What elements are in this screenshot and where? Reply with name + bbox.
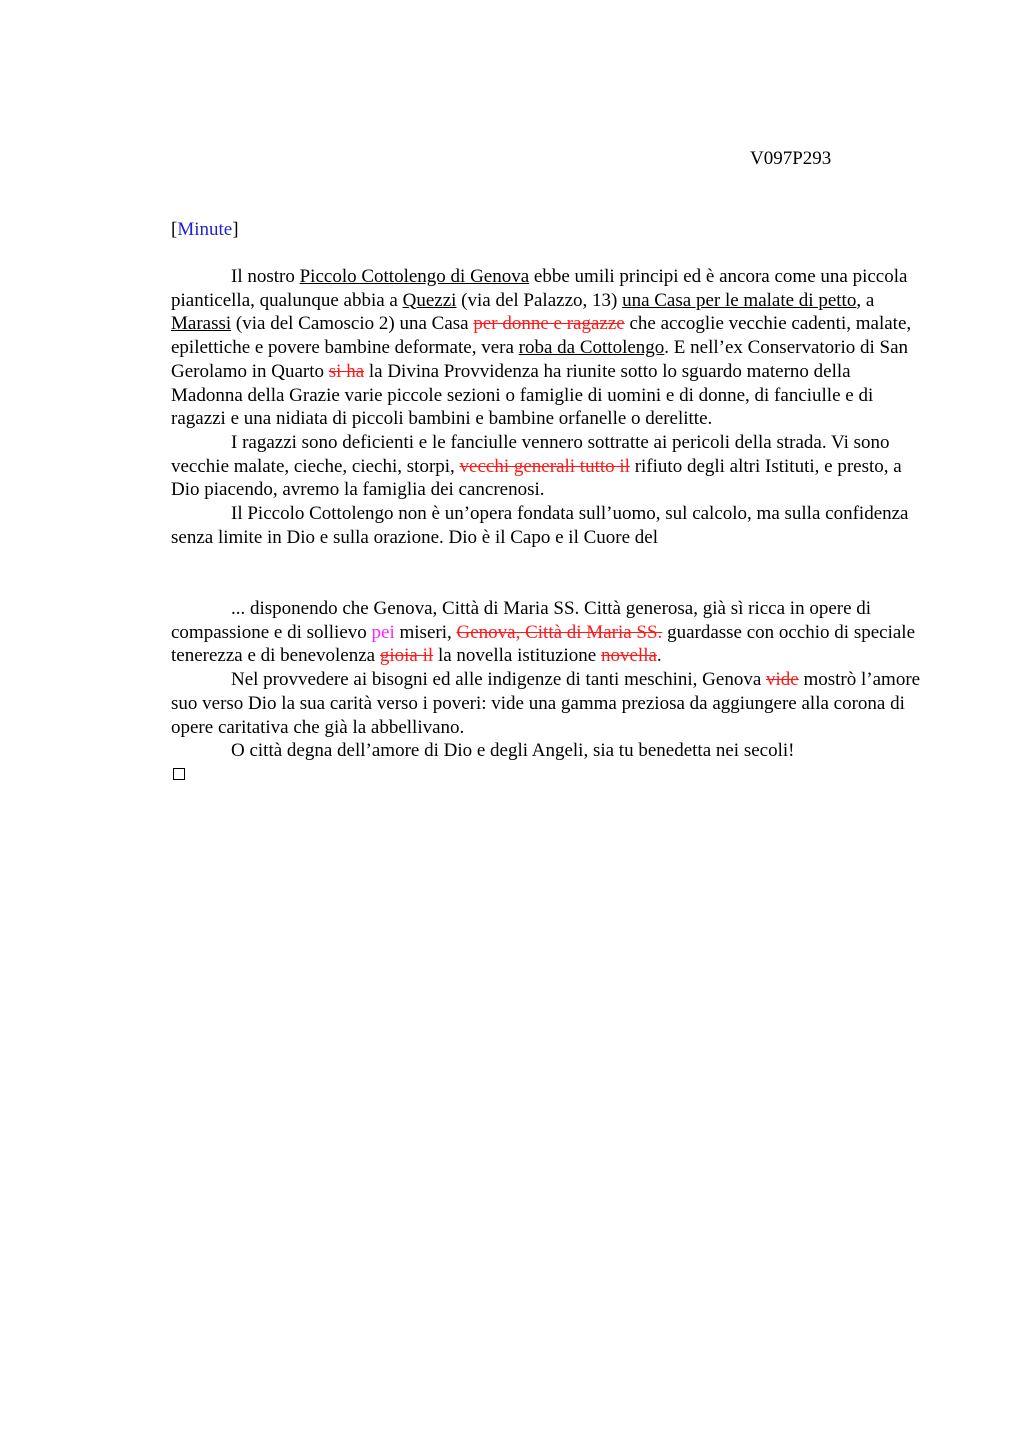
text-run: mostrò l’amore suo verso Dio la sua carità verso i poveri: vide una gamma preziosa da aggiungere alla corona di opere caritativa che già la abbellivano. bbox=[171, 669, 921, 738]
underlined-text: roba da Cottolengo bbox=[518, 337, 665, 359]
text-run: (via del Camoscio 2) una Casa bbox=[231, 313, 474, 335]
underlined-text: Marassi bbox=[171, 313, 232, 335]
paragraph-3 bbox=[171, 502, 921, 549]
underlined-text: Quezzi bbox=[402, 289, 457, 311]
text-run: O città degna dell’amore di Dio e degli Angeli, sia tu benedetta nei secoli! bbox=[231, 740, 795, 762]
end-of-document-box-icon bbox=[173, 768, 185, 780]
text-run: la novella istituzione bbox=[433, 645, 601, 667]
text-run: Nel provvedere ai bisogni ed alle indigenze di tanti meschini, Genova bbox=[231, 669, 766, 691]
deleted-text: novella bbox=[600, 645, 657, 667]
text-run: , a bbox=[856, 289, 875, 311]
document-id: V097P293 bbox=[750, 148, 832, 169]
deleted-text: gioia il bbox=[379, 645, 434, 667]
text-run: rifiuto degli altri Istituti, e presto, a Dio piacendo, avremo la famiglia dei cancrenosi. bbox=[171, 455, 902, 501]
section-label-open-bracket: [ bbox=[171, 219, 178, 240]
text-run: la Divina Provvidenza ha riunite sotto lo sguardo materno della Madonna della Grazie varie piccole sezioni o famiglie di uomini e di donne, di fanciulle e di ragazzi e una nidiata di piccoli bambini e bambine orfanelle o derelitte. bbox=[171, 360, 874, 430]
paragraph-1 bbox=[171, 265, 921, 431]
section-label-text: Minute bbox=[177, 219, 233, 240]
text-run: ebbe umili principi ed è ancora come una piccola pianticella, qualunque abbia a bbox=[171, 266, 908, 311]
section-label bbox=[171, 218, 239, 242]
deleted-text: vide bbox=[766, 669, 799, 691]
text-run: guardasse con occhio di speciale tenerezza e di benevolenza bbox=[171, 621, 916, 667]
section-label-close-bracket: ] bbox=[232, 219, 239, 240]
paragraph-2 bbox=[171, 431, 921, 502]
text-block-fragment bbox=[171, 597, 921, 763]
deleted-text: vecchi generali tutto il bbox=[459, 455, 630, 477]
underlined-text: una Casa per le malate di petto bbox=[622, 289, 857, 311]
deleted-text: si ha bbox=[328, 360, 365, 382]
text-run: . bbox=[656, 645, 662, 667]
paragraph-4 bbox=[171, 597, 921, 668]
text-run: Il Piccolo Cottolengo non è un’opera fondata sull’uomo, sul calcolo, ma sulla confidenza senza limite in Dio e sulla orazione. Dio è il Capo e il Cuore del bbox=[171, 503, 909, 548]
paragraph-6 bbox=[171, 739, 921, 763]
text-run: ... disponendo che Genova, Città di Maria SS. Città generosa, già sì ricca in opere di compassione e di sollievo bbox=[171, 598, 872, 643]
text-block-main bbox=[171, 265, 921, 549]
inserted-text: pei bbox=[371, 621, 395, 643]
text-run: Il nostro bbox=[231, 266, 300, 287]
text-run: . E nell’ex Conservatorio di San Gerolamo in Quarto bbox=[171, 337, 909, 382]
text-run: (via del Palazzo, 13) bbox=[456, 289, 623, 311]
underlined-text: Piccolo Cottolengo di Genova bbox=[299, 266, 530, 287]
text-run: I ragazzi sono deficienti e le fanciulle vennero sottratte ai pericoli della strada. Vi sono vecchie malate, cieche, ciechi, storpi, bbox=[171, 431, 890, 477]
deleted-text: per donne e ragazze bbox=[473, 313, 625, 335]
text-run: miseri, bbox=[394, 621, 457, 643]
deleted-text: Genova, Città di Maria SS. bbox=[456, 621, 663, 643]
text-run: che accoglie vecchie cadenti, malate, epilettiche e povere bambine deformate, vera bbox=[171, 313, 912, 359]
paragraph-5 bbox=[171, 668, 921, 739]
